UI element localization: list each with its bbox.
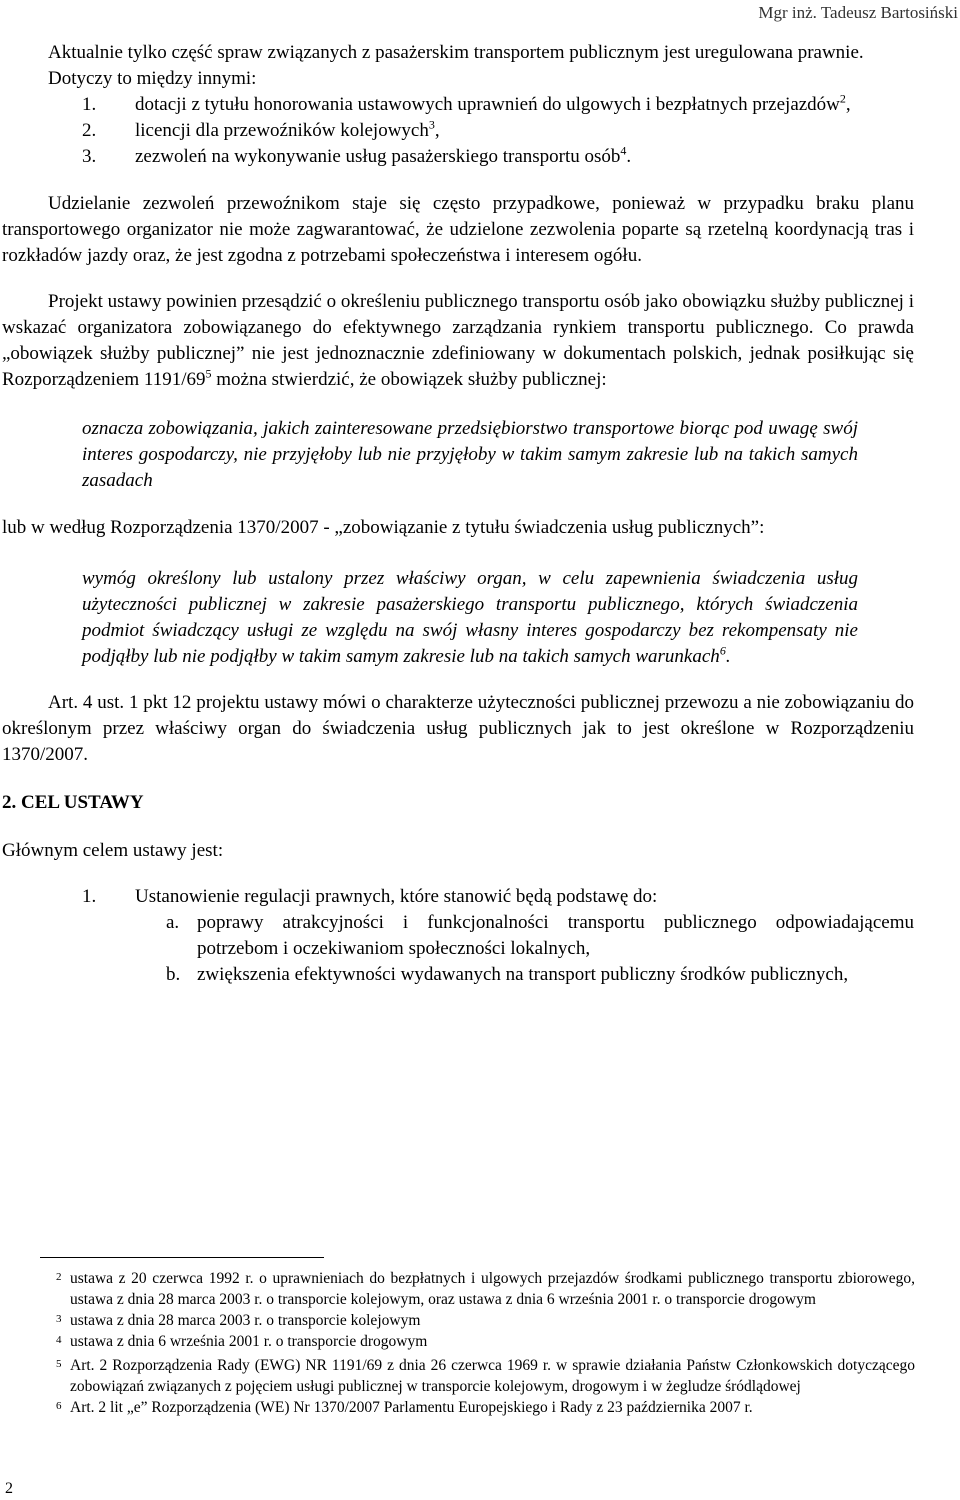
footnote-text: ustawa z 20 czerwca 1992 r. o uprawnieniach do bezpłatnych i ulgowych przejazdów środkami publicznego transportu zbiorowego, ustawa z dnia 28 marca 2003 r. o transporcie kolejowym, oraz ustawa z dnia 6 września 2001 r. o transporcie drogowym (70, 1270, 915, 1308)
list-item (2, 144, 914, 170)
paragraph-projekt-text: Projekt ustawy powinien przesądzić o określeniu publicznego transportu osób jako obowiązku służby publicznej i wskazać organizatora zobowiązanego do efektywnego zarządzania rynkiem transportu publicznego. Co prawda „obowiązek służby publicznej” nie jest jednoznacznie zdefiniowany w dokumentach polskich, jednak posiłkując się Rozporządzeniem 1191/69 (2, 291, 914, 390)
footnote (40, 1397, 915, 1418)
footnote (40, 1331, 915, 1352)
footnote (40, 1355, 915, 1397)
goal-sublist (2, 910, 914, 988)
paragraph-art: Art. 4 ust. 1 pkt 12 projektu ustawy mówi o charakterze użyteczności publicznej przewozu a nie zobowiązaniu do określonym przez właściwy organ do świadczenia usług publicznych jak to jest określone w Rozporządzeniu 1370/2007. (2, 692, 914, 765)
sublist-item (2, 910, 914, 962)
footnote-ref: 2 (839, 91, 846, 106)
list-item (2, 92, 914, 118)
header-author: Mgr inż. Tadeusz Bartosiński (758, 3, 958, 22)
footnote-text: ustawa z dnia 6 września 2001 r. o transporcie drogowym (70, 1333, 428, 1350)
footnote-text: Art. 2 lit „e” Rozporządzenia (WE) Nr 1370/2007 Parlamentu Europejskiego i Rady z 23 października 2007 r. (70, 1399, 753, 1416)
footnote-ref: 3 (428, 117, 435, 132)
list-item-tail: , (845, 94, 851, 115)
list-item-tail: , (434, 120, 440, 141)
footnote-text: ustawa z dnia 28 marca 2003 r. o transporcie kolejowym (70, 1312, 421, 1329)
paragraph-lub: lub w według Rozporządzenia 1370/2007 - „zobowiązanie z tytułu świadczenia usług publicznych”: (2, 517, 765, 538)
footnote-ref: 6 (719, 643, 726, 658)
intro-lead: Dotyczy to między innymi: (48, 68, 257, 89)
list-item-text: Ustanowienie regulacji prawnych, które stanowić będą podstawę do: (135, 886, 658, 907)
paragraph-projekt-tail: można stwierdzić, że obowiązek służby publicznej: (211, 369, 607, 390)
footnote-number: 4 (56, 1334, 62, 1346)
goal-list (2, 884, 914, 910)
footnote-number: 3 (56, 1313, 62, 1325)
intro-list (2, 92, 914, 170)
sublist-item-text: zwiększenia efektywności wydawanych na transport publiczny środków publicznych, (197, 964, 849, 985)
quote-definition-2 (82, 566, 858, 670)
list-item-number: 3. (82, 146, 97, 167)
footnote-ref: 5 (205, 366, 212, 381)
list-item-number: 1. (82, 94, 97, 115)
list-item-text: zezwoleń na wykonywanie usług pasażerskiego transportu osób (135, 146, 621, 167)
intro-paragraph: Aktualnie tylko część spraw związanych z pasażerskim transportem publicznym jest uregulowana prawnie. (48, 42, 864, 63)
footnote-number: 6 (56, 1400, 62, 1412)
list-item-tail: . (626, 146, 632, 167)
footnote-separator (40, 1257, 324, 1258)
document-body (2, 40, 914, 988)
list-item-text: dotacji z tytułu honorowania ustawowych uprawnień do ulgowych i bezpłatnych przejazdów (135, 94, 840, 115)
list-item (2, 884, 914, 910)
footnote (40, 1268, 915, 1310)
paragraph-udzielanie: Udzielanie zezwoleń przewoźnikom staje się często przypadkowe, ponieważ w przypadku braku planu transportowego organizator nie może zagwarantować, że udzielone zezwolenia poparte są rzetelną koordynacją tras i rozkładów jazdy oraz, że jest zgodna z potrzebami społeczeństwa i interesem ogółu. (2, 193, 914, 266)
quote-definition-2-tail: . (725, 646, 731, 667)
sublist-item (2, 962, 914, 988)
section-lead: Głównym celem ustawy jest: (2, 840, 224, 861)
footnote-number: 5 (56, 1358, 62, 1370)
list-item-number: 1. (82, 886, 97, 907)
quote-definition-2-text: wymóg określony lub ustalony przez właściwy organ, w celu zapewnienia świadczenia usług użyteczności publicznej w zakresie pasażerskiego transportu publicznego, których świadczenia podmiot świadczący usługi ze względu na swój własny interes gospodarczy bez rekompensaty nie podjąłby lub nie podjąłby w takim samym zakresie lub na takich samych warunkach (82, 568, 858, 667)
paragraph-projekt (2, 289, 914, 393)
footnote (40, 1310, 915, 1331)
list-item-text: licencji dla przewoźników kolejowych (135, 120, 429, 141)
footnote-text: Art. 2 Rozporządzenia Rady (EWG) NR 1191/69 z dnia 26 czerwca 1969 r. w sprawie działania Państw Członkowskich dotyczącego zobowiązań związanych z pojęciem usługi publicznej w transporcie kolejowym, drogowym i w żegludze śródlądowej (70, 1357, 915, 1395)
list-item (2, 118, 914, 144)
sublist-item-text: poprawy atrakcyjności i funkcjonalności transportu publicznego odpowiadającemu potrzebom i oczekiwaniom społeczności lokalnych, (197, 912, 914, 959)
section-heading: 2. CEL USTAWY (2, 792, 144, 813)
footnote-ref: 4 (620, 143, 627, 158)
list-item-number: 2. (82, 120, 97, 141)
page-number: 2 (5, 1480, 13, 1497)
footnote-number: 2 (56, 1271, 62, 1283)
sublist-item-letter: b. (166, 964, 181, 985)
quote-definition-1: oznacza zobowiązania, jakich zainteresowane przedsiębiorstwo transportowe biorąc pod uwagę swój interes gospodarczy, nie przyjęłoby lub nie przyjęłoby w takim samym zakresie lub na takich samych zasadach (82, 418, 858, 491)
footnotes (40, 1268, 915, 1418)
sublist-item-letter: a. (166, 912, 180, 933)
